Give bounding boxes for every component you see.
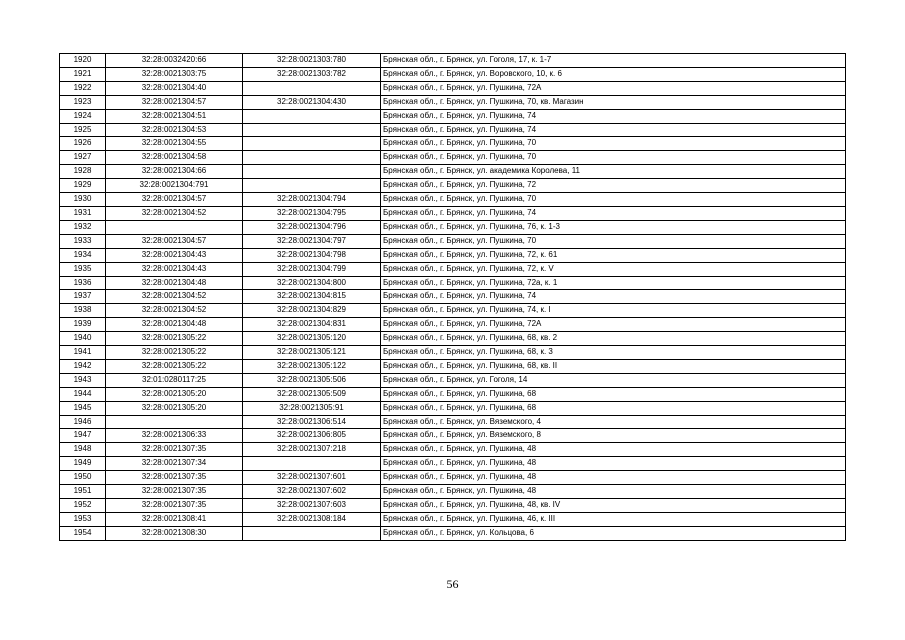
parcel-number-cell: 32:28:0021304:66 <box>106 165 243 179</box>
address-cell: Брянская обл., г. Брянск, ул. Пушкина, 74 <box>381 206 846 220</box>
address-cell: Брянская обл., г. Брянск, ул. Пушкина, 68 <box>381 401 846 415</box>
row-number-cell: 1926 <box>60 137 106 151</box>
row-number-cell: 1952 <box>60 499 106 513</box>
address-cell: Брянская обл., г. Брянск, ул. Пушкина, 72А <box>381 318 846 332</box>
address-cell: Брянская обл., г. Брянск, ул. Пушкина, 70, кв. Магазин <box>381 95 846 109</box>
parcel-number-cell: 32:28:0021304:48 <box>106 318 243 332</box>
parcel-number-cell <box>106 415 243 429</box>
table-row <box>60 276 846 290</box>
parcel-number-cell: 32:28:0021304:791 <box>106 179 243 193</box>
parcel-number-cell: 32:28:0021305:20 <box>106 387 243 401</box>
object-number-cell: 32:28:0021304:831 <box>243 318 381 332</box>
parcel-number-cell: 32:28:0021304:51 <box>106 109 243 123</box>
table-row <box>60 262 846 276</box>
table-row <box>60 485 846 499</box>
parcel-number-cell: 32:28:0021304:43 <box>106 248 243 262</box>
table-row <box>60 526 846 540</box>
registry-table <box>59 53 846 541</box>
row-number-cell: 1936 <box>60 276 106 290</box>
parcel-number-cell: 32:28:0021305:22 <box>106 359 243 373</box>
parcel-number-cell: 32:28:0021304:55 <box>106 137 243 151</box>
object-number-cell <box>243 109 381 123</box>
object-number-cell <box>243 526 381 540</box>
object-number-cell: 32:28:0021305:91 <box>243 401 381 415</box>
address-cell: Брянская обл., г. Брянск, ул. Пушкина, 48 <box>381 457 846 471</box>
table-row <box>60 346 846 360</box>
object-number-cell: 32:28:0021307:218 <box>243 443 381 457</box>
address-cell: Брянская обл., г. Брянск, ул. Пушкина, 72А <box>381 81 846 95</box>
object-number-cell: 32:28:0021303:780 <box>243 54 381 68</box>
table-row <box>60 332 846 346</box>
object-number-cell: 32:28:0021304:794 <box>243 193 381 207</box>
object-number-cell: 32:28:0021304:799 <box>243 262 381 276</box>
address-cell: Брянская обл., г. Брянск, ул. Пушкина, 48 <box>381 443 846 457</box>
parcel-number-cell: 32:28:0021304:53 <box>106 123 243 137</box>
row-number-cell: 1939 <box>60 318 106 332</box>
row-number-cell: 1942 <box>60 359 106 373</box>
object-number-cell <box>243 137 381 151</box>
address-cell: Брянская обл., г. Брянск, ул. Пушкина, 74 <box>381 109 846 123</box>
address-cell: Брянская обл., г. Брянск, ул. Кольцова, 6 <box>381 526 846 540</box>
table-row <box>60 248 846 262</box>
row-number-cell: 1945 <box>60 401 106 415</box>
parcel-number-cell: 32:28:0021304:57 <box>106 234 243 248</box>
object-number-cell: 32:28:0021308:184 <box>243 512 381 526</box>
row-number-cell: 1948 <box>60 443 106 457</box>
row-number-cell: 1921 <box>60 67 106 81</box>
address-cell: Брянская обл., г. Брянск, ул. Пушкина, 74 <box>381 290 846 304</box>
address-cell: Брянская обл., г. Брянск, ул. Пушкина, 48 <box>381 471 846 485</box>
table-row <box>60 123 846 137</box>
object-number-cell: 32:28:0021305:120 <box>243 332 381 346</box>
object-number-cell: 32:28:0021304:796 <box>243 220 381 234</box>
table-row <box>60 387 846 401</box>
row-number-cell: 1928 <box>60 165 106 179</box>
address-cell: Брянская обл., г. Брянск, ул. Пушкина, 72 <box>381 179 846 193</box>
table-row <box>60 165 846 179</box>
table-row <box>60 401 846 415</box>
object-number-cell: 32:28:0021305:509 <box>243 387 381 401</box>
table-row <box>60 67 846 81</box>
row-number-cell: 1949 <box>60 457 106 471</box>
parcel-number-cell: 32:28:0021304:57 <box>106 193 243 207</box>
object-number-cell <box>243 165 381 179</box>
object-number-cell: 32:28:0021304:798 <box>243 248 381 262</box>
row-number-cell: 1935 <box>60 262 106 276</box>
object-number-cell <box>243 179 381 193</box>
table-row <box>60 443 846 457</box>
address-cell: Брянская обл., г. Брянск, ул. Пушкина, 68, кв. II <box>381 359 846 373</box>
object-number-cell: 32:28:0021305:122 <box>243 359 381 373</box>
address-cell: Брянская обл., г. Брянск, ул. Пушкина, 74 <box>381 123 846 137</box>
parcel-number-cell: 32:28:0021307:35 <box>106 499 243 513</box>
parcel-number-cell: 32:28:0021307:34 <box>106 457 243 471</box>
parcel-number-cell: 32:28:0021305:20 <box>106 401 243 415</box>
table-row <box>60 429 846 443</box>
table-row <box>60 137 846 151</box>
parcel-number-cell: 32:28:0021304:57 <box>106 95 243 109</box>
parcel-number-cell <box>106 220 243 234</box>
table-row <box>60 179 846 193</box>
parcel-number-cell: 32:28:0021304:43 <box>106 262 243 276</box>
object-number-cell: 32:28:0021307:601 <box>243 471 381 485</box>
table-row <box>60 318 846 332</box>
row-number-cell: 1920 <box>60 54 106 68</box>
address-cell: Брянская обл., г. Брянск, ул. Пушкина, 72, к. V <box>381 262 846 276</box>
address-cell: Брянская обл., г. Брянск, ул. Пушкина, 68, кв. 2 <box>381 332 846 346</box>
object-number-cell: 32:28:0021304:797 <box>243 234 381 248</box>
table-row <box>60 151 846 165</box>
row-number-cell: 1930 <box>60 193 106 207</box>
parcel-number-cell: 32:28:0021306:33 <box>106 429 243 443</box>
address-cell: Брянская обл., г. Брянск, ул. Пушкина, 70 <box>381 193 846 207</box>
row-number-cell: 1943 <box>60 373 106 387</box>
address-cell: Брянская обл., г. Брянск, ул. академика Королева, 11 <box>381 165 846 179</box>
object-number-cell: 32:28:0021303:782 <box>243 67 381 81</box>
address-cell: Брянская обл., г. Брянск, ул. Вяземского, 4 <box>381 415 846 429</box>
row-number-cell: 1922 <box>60 81 106 95</box>
row-number-cell: 1951 <box>60 485 106 499</box>
table-row <box>60 304 846 318</box>
parcel-number-cell: 32:28:0021304:40 <box>106 81 243 95</box>
row-number-cell: 1954 <box>60 526 106 540</box>
object-number-cell: 32:28:0021305:121 <box>243 346 381 360</box>
table-row <box>60 54 846 68</box>
object-number-cell <box>243 151 381 165</box>
table-row <box>60 290 846 304</box>
parcel-number-cell: 32:28:0021307:35 <box>106 443 243 457</box>
row-number-cell: 1938 <box>60 304 106 318</box>
address-cell: Брянская обл., г. Брянск, ул. Гоголя, 14 <box>381 373 846 387</box>
table-row <box>60 81 846 95</box>
row-number-cell: 1946 <box>60 415 106 429</box>
object-number-cell <box>243 123 381 137</box>
table-row <box>60 95 846 109</box>
table-row <box>60 220 846 234</box>
page-number: 56 <box>446 577 459 591</box>
table-row <box>60 457 846 471</box>
object-number-cell: 32:28:0021305:506 <box>243 373 381 387</box>
table-row <box>60 193 846 207</box>
address-cell: Брянская обл., г. Брянск, ул. Пушкина, 70 <box>381 137 846 151</box>
object-number-cell <box>243 457 381 471</box>
parcel-number-cell: 32:28:0021307:35 <box>106 485 243 499</box>
row-number-cell: 1931 <box>60 206 106 220</box>
parcel-number-cell: 32:28:0021305:22 <box>106 332 243 346</box>
object-number-cell: 32:28:0021304:829 <box>243 304 381 318</box>
object-number-cell: 32:28:0021307:602 <box>243 485 381 499</box>
row-number-cell: 1925 <box>60 123 106 137</box>
object-number-cell: 32:28:0021304:800 <box>243 276 381 290</box>
row-number-cell: 1929 <box>60 179 106 193</box>
address-cell: Брянская обл., г. Брянск, ул. Пушкина, 46, к. III <box>381 512 846 526</box>
registry-table-body <box>60 54 846 541</box>
row-number-cell: 1924 <box>60 109 106 123</box>
address-cell: Брянская обл., г. Брянск, ул. Пушкина, 76, к. 1-3 <box>381 220 846 234</box>
row-number-cell: 1944 <box>60 387 106 401</box>
parcel-number-cell: 32:01:0280117:25 <box>106 373 243 387</box>
parcel-number-cell: 32:28:0021308:30 <box>106 526 243 540</box>
parcel-number-cell: 32:28:0021304:48 <box>106 276 243 290</box>
address-cell: Брянская обл., г. Брянск, ул. Гоголя, 17, к. 1-7 <box>381 54 846 68</box>
row-number-cell: 1933 <box>60 234 106 248</box>
object-number-cell: 32:28:0021306:805 <box>243 429 381 443</box>
object-number-cell: 32:28:0021306:514 <box>243 415 381 429</box>
row-number-cell: 1947 <box>60 429 106 443</box>
parcel-number-cell: 32:28:0021304:52 <box>106 290 243 304</box>
row-number-cell: 1937 <box>60 290 106 304</box>
address-cell: Брянская обл., г. Брянск, ул. Пушкина, 70 <box>381 151 846 165</box>
parcel-number-cell: 32:28:0021304:58 <box>106 151 243 165</box>
row-number-cell: 1950 <box>60 471 106 485</box>
address-cell: Брянская обл., г. Брянск, ул. Воровского, 10, к. 6 <box>381 67 846 81</box>
address-cell: Брянская обл., г. Брянск, ул. Вяземского, 8 <box>381 429 846 443</box>
parcel-number-cell: 32:28:0032420:66 <box>106 54 243 68</box>
table-row <box>60 471 846 485</box>
object-number-cell: 32:28:0021307:603 <box>243 499 381 513</box>
address-cell: Брянская обл., г. Брянск, ул. Пушкина, 48 <box>381 485 846 499</box>
object-number-cell: 32:28:0021304:815 <box>243 290 381 304</box>
table-row <box>60 109 846 123</box>
object-number-cell <box>243 81 381 95</box>
address-cell: Брянская обл., г. Брянск, ул. Пушкина, 72, к. 61 <box>381 248 846 262</box>
object-number-cell: 32:28:0021304:430 <box>243 95 381 109</box>
address-cell: Брянская обл., г. Брянск, ул. Пушкина, 68, к. 3 <box>381 346 846 360</box>
row-number-cell: 1953 <box>60 512 106 526</box>
parcel-number-cell: 32:28:0021305:22 <box>106 346 243 360</box>
address-cell: Брянская обл., г. Брянск, ул. Пушкина, 48, кв. IV <box>381 499 846 513</box>
row-number-cell: 1927 <box>60 151 106 165</box>
table-row <box>60 373 846 387</box>
parcel-number-cell: 32:28:0021304:52 <box>106 206 243 220</box>
object-number-cell: 32:28:0021304:795 <box>243 206 381 220</box>
table-row <box>60 359 846 373</box>
address-cell: Брянская обл., г. Брянск, ул. Пушкина, 72а, к. 1 <box>381 276 846 290</box>
row-number-cell: 1940 <box>60 332 106 346</box>
parcel-number-cell: 32:28:0021307:35 <box>106 471 243 485</box>
row-number-cell: 1941 <box>60 346 106 360</box>
parcel-number-cell: 32:28:0021304:52 <box>106 304 243 318</box>
table-row <box>60 512 846 526</box>
table-row <box>60 234 846 248</box>
address-cell: Брянская обл., г. Брянск, ул. Пушкина, 68 <box>381 387 846 401</box>
address-cell: Брянская обл., г. Брянск, ул. Пушкина, 74, к. I <box>381 304 846 318</box>
table-row <box>60 499 846 513</box>
row-number-cell: 1932 <box>60 220 106 234</box>
table-row <box>60 206 846 220</box>
row-number-cell: 1923 <box>60 95 106 109</box>
table-row <box>60 415 846 429</box>
row-number-cell: 1934 <box>60 248 106 262</box>
address-cell: Брянская обл., г. Брянск, ул. Пушкина, 70 <box>381 234 846 248</box>
parcel-number-cell: 32:28:0021308:41 <box>106 512 243 526</box>
parcel-number-cell: 32:28:0021303:75 <box>106 67 243 81</box>
